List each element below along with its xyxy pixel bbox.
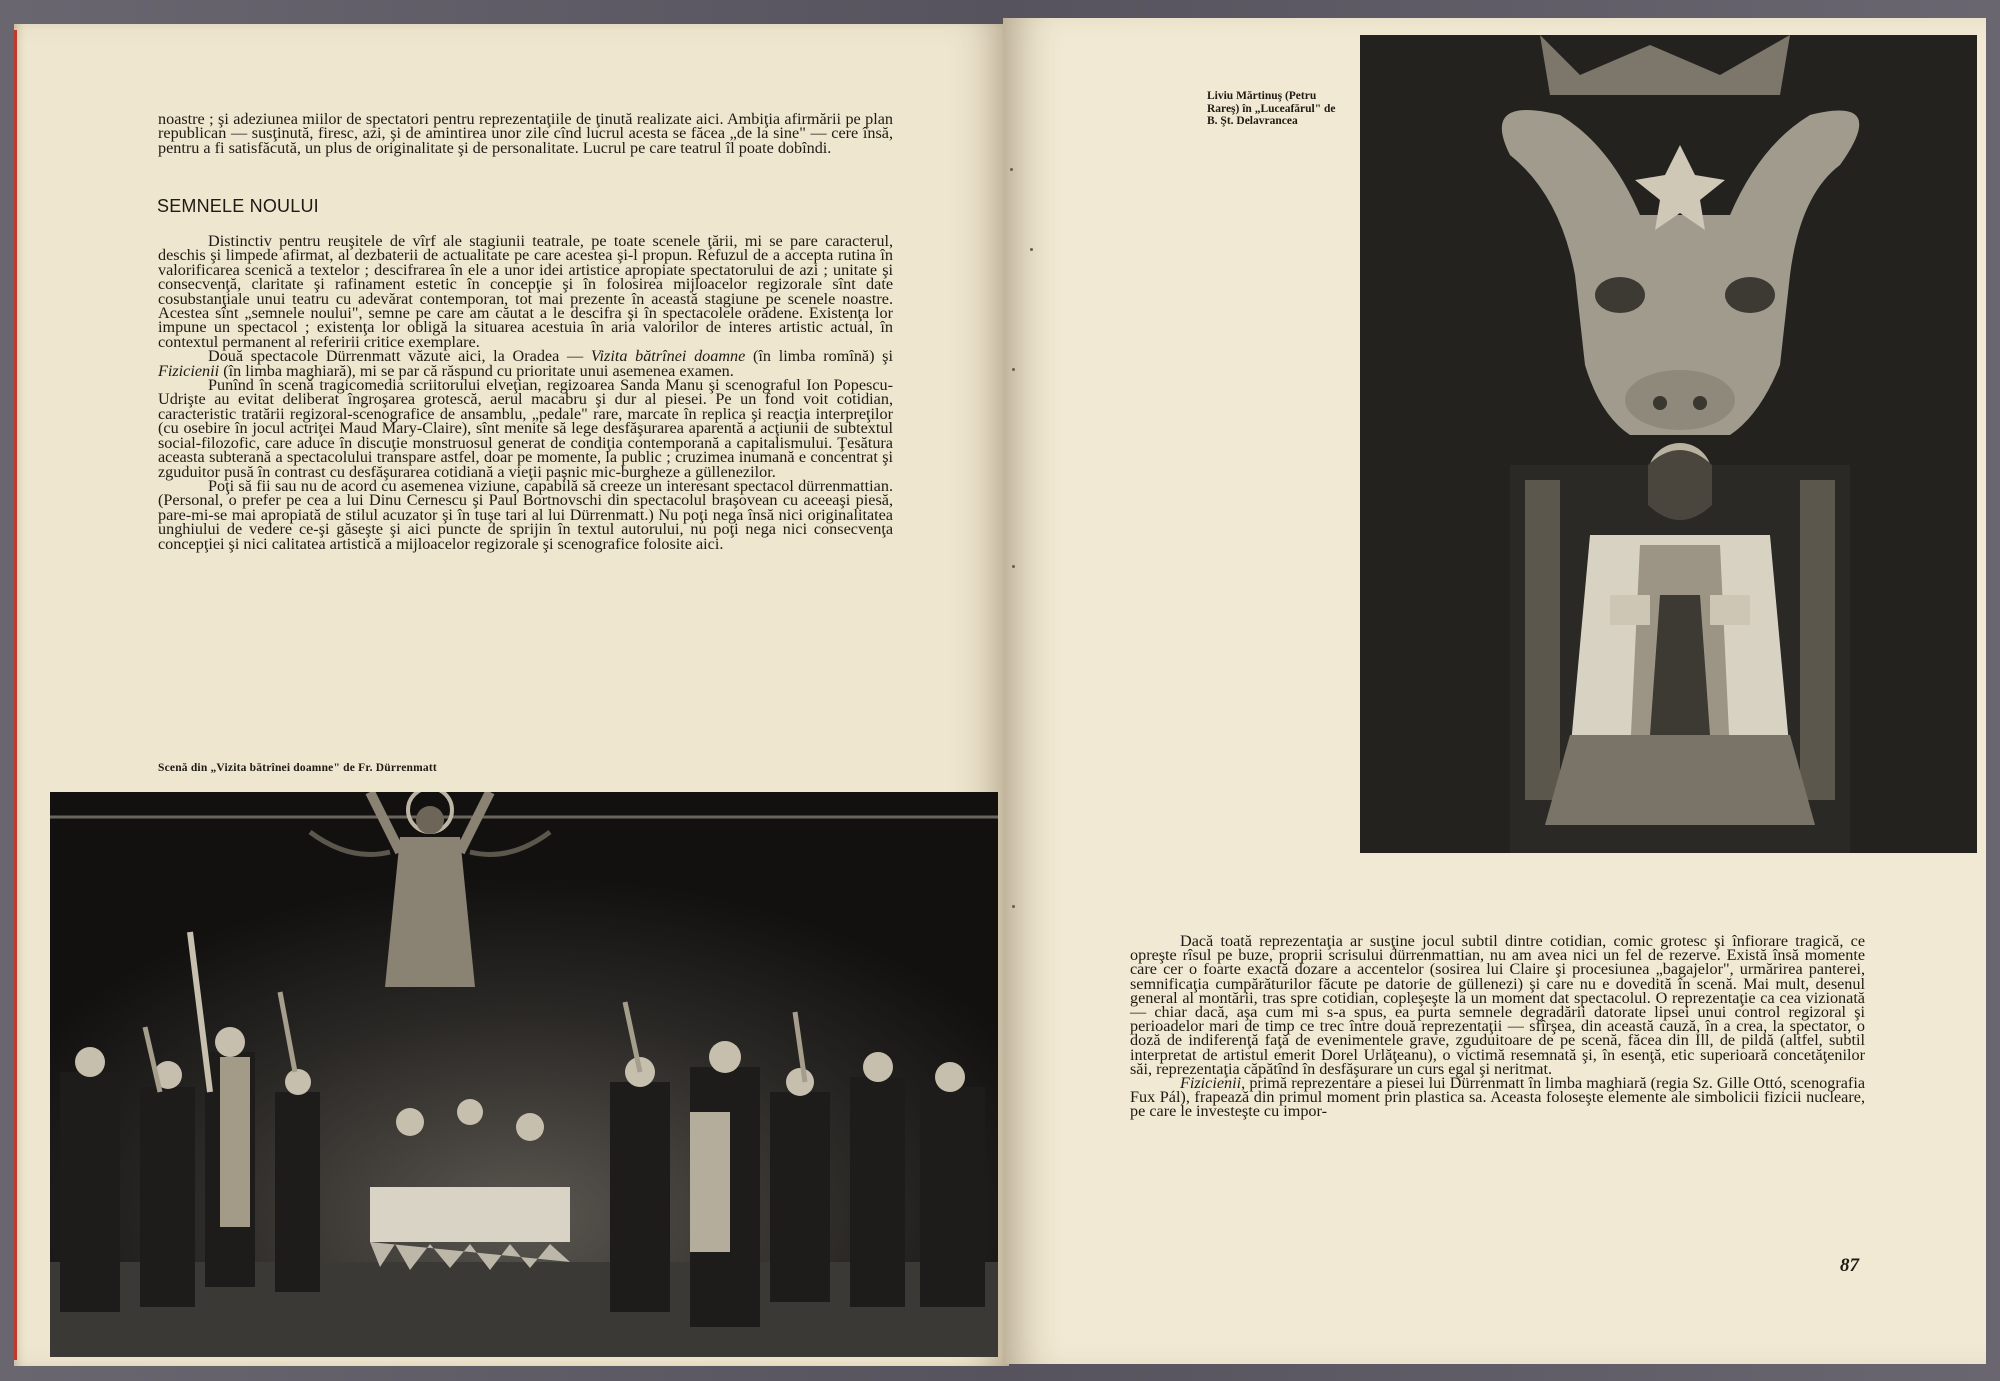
play-title: Fizicienii	[158, 361, 220, 380]
intro-paragraph	[158, 112, 893, 155]
photo-caption: Scenă din „Vizita bătrînei doamne" de Fr. Dürrenmatt	[158, 762, 437, 774]
left-article-body	[158, 234, 893, 551]
body-paragraph	[158, 349, 893, 378]
paragraph-text: (în limba maghiară), mi se par că răspund cu prioritate unui asemenea examen.	[219, 361, 734, 380]
paragraph-text: (în limba romînă) şi	[745, 347, 893, 366]
actor-portrait-photo	[1360, 35, 1977, 853]
scan-speck	[1012, 565, 1015, 568]
stage-scene-illustration	[50, 792, 998, 1357]
section-heading: SEMNELE NOULUI	[157, 196, 319, 216]
page-number: 87	[1840, 1255, 1859, 1276]
throne-scene-illustration	[1360, 35, 1977, 853]
body-paragraph	[1130, 1076, 1865, 1119]
page-edge-marker	[14, 30, 17, 1360]
stage-scene-photo	[50, 792, 998, 1357]
photo-caption: Liviu Mărtinuş (Petru Rareş) în „Luceafărul" de B. Şt. Delavrancea	[1207, 90, 1336, 127]
play-title: Vizita bătrînei doamne	[590, 347, 746, 366]
paragraph-text: Două spectacole Dürrenmatt văzute aici, la Oradea —	[208, 347, 591, 366]
scan-speck	[1010, 168, 1013, 171]
body-paragraph: Distinctiv pentru reuşitele de vîrf ale stagiunii teatrale, pe toate scenele ţării, mi se pare caracterul, deschis şi limpede afirmat, al dezbaterii de actualitate pe care acestea şi-l propun. Refuzul de a accepta rutina în valorificarea scenică a textelor ; descifrarea în ele a unor idei artistice apropiate spectatorului de azi ; unitate şi consecvenţă, claritate şi rafinament estetic în concepţie şi în folosirea mijloacelor regizorale sînt date cosubstanţiale unui teatru cu adevărat contemporan, tot mai prezente în această stagiune pe scenele noastre. Acestea sînt „semnele noului", semne pe care am căutat a le descifra şi în spectacolele orădene. Existenţa lor impune un spectacol ; existenţa lor obligă la situarea acestuia în aria valorilor de interes artistic actual, în contextul permanent al referirii critice exemplare.	[158, 232, 893, 351]
right-article-body	[1130, 934, 1865, 1119]
play-title: Fizicienii	[1180, 1074, 1242, 1093]
body-paragraph: Punînd în scenă tragicomedia scriitorului elveţian, regizoarea Sanda Manu şi scenograful Ion Popescu-Udrişte au evitat deliberat îngroşarea grotescă, aerul macabru şi dur al piesei. Pe un fond voit cotidian, caracteristic tratării regizoral-scenografice de ansamblu, „pedale" rare, marcate în replica şi reacţia interpreţilor (cu osebire în jocul actriţei Maud Mary-Claire), sînt menite să lege desfăşurarea aparentă a acţiunii de subtextul social-filozofic, care aduce în discuţie monstruosul generat de condiţia contemporană a capitalismului. Ţesătura aceasta subterană a spectacolului transpare astfel, doar pe momente, la public ; cruzimea inumană e concentrat şi zguduitor pusă în contrast cu desfăşurarea cotidiană a vieţii paşnic mic-burgheze a güllenezilor.	[158, 376, 893, 481]
paragraph-text: , primă reprezentare a piesei lui Dürrenmatt în limba maghiară (regia Sz. Gille Ottó, scenografia Fux Pál), frapează din primul moment prin plastica sa. Aceasta foloseşte elemente ale simbolicii fizicii nucleare, pe care le investeşte cu impor-	[1130, 1074, 1865, 1121]
intro-paragraph-text: noastre ; şi adeziunea miilor de spectatori pentru reprezentaţiile de ţinută realizate aici. Ambiţia afirmării pe plan republican — susţinută, firesc, azi, şi de amintirea unor zile cînd lucrul acesta se făcea „de la sine" — cere însă, pentru a fi satisfăcută, un plus de originalitate şi de personalitate. Lucrul pe care teatrul îl poate dobîndi.	[158, 110, 893, 157]
scan-speck	[1030, 248, 1033, 251]
body-paragraph: Poţi să fii sau nu de acord cu asemenea viziune, capabilă să creeze un interesant spectacol dürrenmattian. (Personal, o prefer pe cea a lui Dinu Cernescu şi Paul Bortnovschi din spectacolul braşovean cu aceeaşi piesă, pare-mi-se mai apropiată de stilul acuzator şi în tuşe tari al lui Dürrenmatt.) Nu poţi nega însă nici originalitatea unghiului de vedere ce-şi găseşte şi aici puncte de sprijin în textul autorului, nu poţi nega nici consecvenţa concepţiei şi nici calitatea artistică a mijloacelor regizorale şi scenografice folosite aici.	[158, 476, 893, 553]
scan-speck	[1012, 905, 1015, 908]
body-paragraph: Dacă toată reprezentaţia ar susţine jocul subtil dintre cotidian, comic grotesc şi înfiorare tragică, ce opreşte rîsul pe buze, proprii scrisului dürrenmattian, nu am avea nici un fel de rezerve. Există însă momente care cer o foarte exactă dozare a accentelor (sosirea lui Claire şi procesiunea „bagajelor", urmărirea panterei, semnificaţia cumpărăturilor făcute pe datorie de güllenezi) şi care nu e dovedită în scenă. Mai mult, desenul general al montării, tras spre cotidian, copleşeşte la un moment dat spectacolul. O reprezentaţie ca cea vizionată — chiar dacă, aşa cum mi s-a spus, ea purta semnele degradării datorate lipsei unui control regizoral şi perioadelor mari de timp ce trec între două reprezentaţii — sfîrşea, din această cauză, în a crea, la spectator, o doză de indiferenţă faţă de evenimentele grave, zguduitoare de pe scenă, făcea din Ill, de pildă (altfel, subtil interpretat de artistul emerit Dorel Urlăţeanu), o victimă resemnată şi, în esenţă, etic superioară concetăţenilor săi, reprezentaţia căpătînd în desfăşurare un curs egal şi neritmat.	[1130, 932, 1865, 1078]
scan-speck	[1012, 368, 1015, 371]
